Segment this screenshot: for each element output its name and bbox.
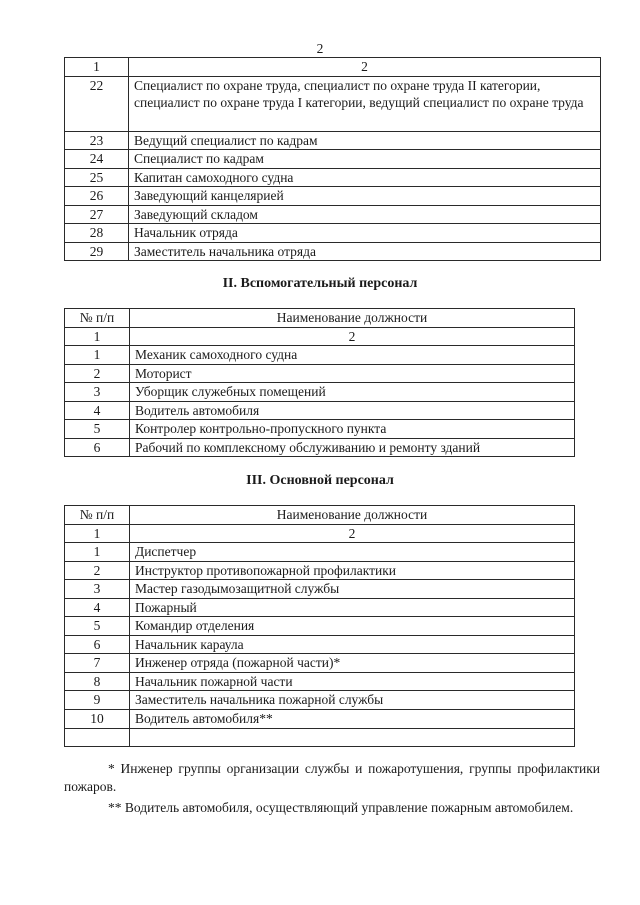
position-name: Контролер контрольно-пропускного пункта xyxy=(130,420,575,439)
table-row xyxy=(65,598,575,617)
row-number: 2 xyxy=(65,364,130,383)
subheader-col2: 2 xyxy=(130,524,575,543)
table-row xyxy=(65,438,575,457)
position-name: Механик самоходного судна xyxy=(130,346,575,365)
main-staff-table xyxy=(64,505,575,747)
table-row xyxy=(65,187,601,206)
row-number: 8 xyxy=(65,672,130,691)
header-position: Наименование должности xyxy=(130,506,575,525)
subheader-col2: 2 xyxy=(130,327,575,346)
row-number: 5 xyxy=(65,420,130,439)
row-number: 24 xyxy=(65,150,129,169)
staff-table-continuation xyxy=(64,57,601,261)
table-row xyxy=(65,383,575,402)
position-name: Инженер отряда (пожарной части)* xyxy=(130,654,575,673)
position-name: Уборщик служебных помещений xyxy=(130,383,575,402)
subheader-col1: 1 xyxy=(65,524,130,543)
row-number: 22 xyxy=(65,76,129,131)
row-number: 6 xyxy=(65,635,130,654)
table-row xyxy=(65,691,575,710)
table-header-row xyxy=(65,309,575,328)
position-name: Заместитель начальника отряда xyxy=(129,242,601,261)
position-name: Рабочий по комплексному обслуживанию и ремонту зданий xyxy=(130,438,575,457)
table-subheader-row xyxy=(65,327,575,346)
position-name: Командир отделения xyxy=(130,617,575,636)
table-subheader-row xyxy=(65,524,575,543)
table-row xyxy=(65,401,575,420)
position-name: Инструктор противопожарной профилактики xyxy=(130,561,575,580)
header-number: № п/п xyxy=(65,309,130,328)
row-number: 28 xyxy=(65,224,129,243)
row-number: 2 xyxy=(65,561,130,580)
position-name: Заведующий канцелярией xyxy=(129,187,601,206)
row-number: 6 xyxy=(65,438,130,457)
subheader-col2: 2 xyxy=(129,58,601,77)
table-row xyxy=(65,205,601,224)
position-name: Заведующий складом xyxy=(129,205,601,224)
row-number: 23 xyxy=(65,131,129,150)
table-row xyxy=(65,420,575,439)
position-name: Моторист xyxy=(130,364,575,383)
table-row xyxy=(65,654,575,673)
page-number: 2 xyxy=(316,41,324,56)
row-number: 7 xyxy=(65,654,130,673)
row-number: 3 xyxy=(65,580,130,599)
position-name: Начальник пожарной части xyxy=(130,672,575,691)
table-row xyxy=(65,76,601,131)
row-number: 9 xyxy=(65,691,130,710)
row-number: 5 xyxy=(65,617,130,636)
position-name: Специалист по охране труда, специалист по охране труда II категории, специалист по охране труда I категории, ведущий специалист по охране труда xyxy=(129,76,601,131)
row-number: 10 xyxy=(65,710,130,729)
row-number: 3 xyxy=(65,383,130,402)
table-empty-row xyxy=(65,728,575,746)
footnote-engineer: * Инженер группы организации службы и пожаротушения, группы профилактики пожаров. xyxy=(64,761,600,795)
header-number: № п/п xyxy=(65,506,130,525)
table-row xyxy=(65,635,575,654)
table-header-row xyxy=(65,506,575,525)
position-name: Водитель автомобиля** xyxy=(130,710,575,729)
table-row xyxy=(65,131,601,150)
subheader-col1: 1 xyxy=(65,327,130,346)
table-row xyxy=(65,672,575,691)
position-name: Водитель автомобиля xyxy=(130,401,575,420)
position-name: Диспетчер xyxy=(130,543,575,562)
table-row xyxy=(65,364,575,383)
table-row xyxy=(65,168,601,187)
table-subheader-row xyxy=(65,58,601,77)
position-name: Заместитель начальника пожарной службы xyxy=(130,691,575,710)
position-name: Пожарный xyxy=(130,598,575,617)
table-row xyxy=(65,580,575,599)
position-name: Начальник отряда xyxy=(129,224,601,243)
row-number: 1 xyxy=(65,346,130,365)
footnote-driver: ** Водитель автомобиля, осуществляющий управление пожарным автомобилем. xyxy=(108,800,574,815)
position-name: Ведущий специалист по кадрам xyxy=(129,131,601,150)
table-row xyxy=(65,242,601,261)
table-row xyxy=(65,543,575,562)
table-row xyxy=(65,346,575,365)
table-row xyxy=(65,710,575,729)
auxiliary-staff-table xyxy=(64,308,575,457)
position-name: Начальник караула xyxy=(130,635,575,654)
empty-cell xyxy=(130,728,575,746)
position-name: Специалист по кадрам xyxy=(129,150,601,169)
table-row xyxy=(65,150,601,169)
position-name: Капитан самоходного судна xyxy=(129,168,601,187)
table-row xyxy=(65,617,575,636)
position-name: Мастер газодымозащитной службы xyxy=(130,580,575,599)
row-number: 26 xyxy=(65,187,129,206)
header-position: Наименование должности xyxy=(130,309,575,328)
row-number: 25 xyxy=(65,168,129,187)
section-title-main-staff: III. Основной персонал xyxy=(246,473,394,488)
row-number: 4 xyxy=(65,401,130,420)
empty-cell xyxy=(65,728,130,746)
row-number: 1 xyxy=(65,543,130,562)
table-row xyxy=(65,561,575,580)
row-number: 29 xyxy=(65,242,129,261)
row-number: 27 xyxy=(65,205,129,224)
subheader-col1: 1 xyxy=(65,58,129,77)
section-title-auxiliary-staff: II. Вспомогательный персонал xyxy=(222,276,418,291)
table-row xyxy=(65,224,601,243)
row-number: 4 xyxy=(65,598,130,617)
